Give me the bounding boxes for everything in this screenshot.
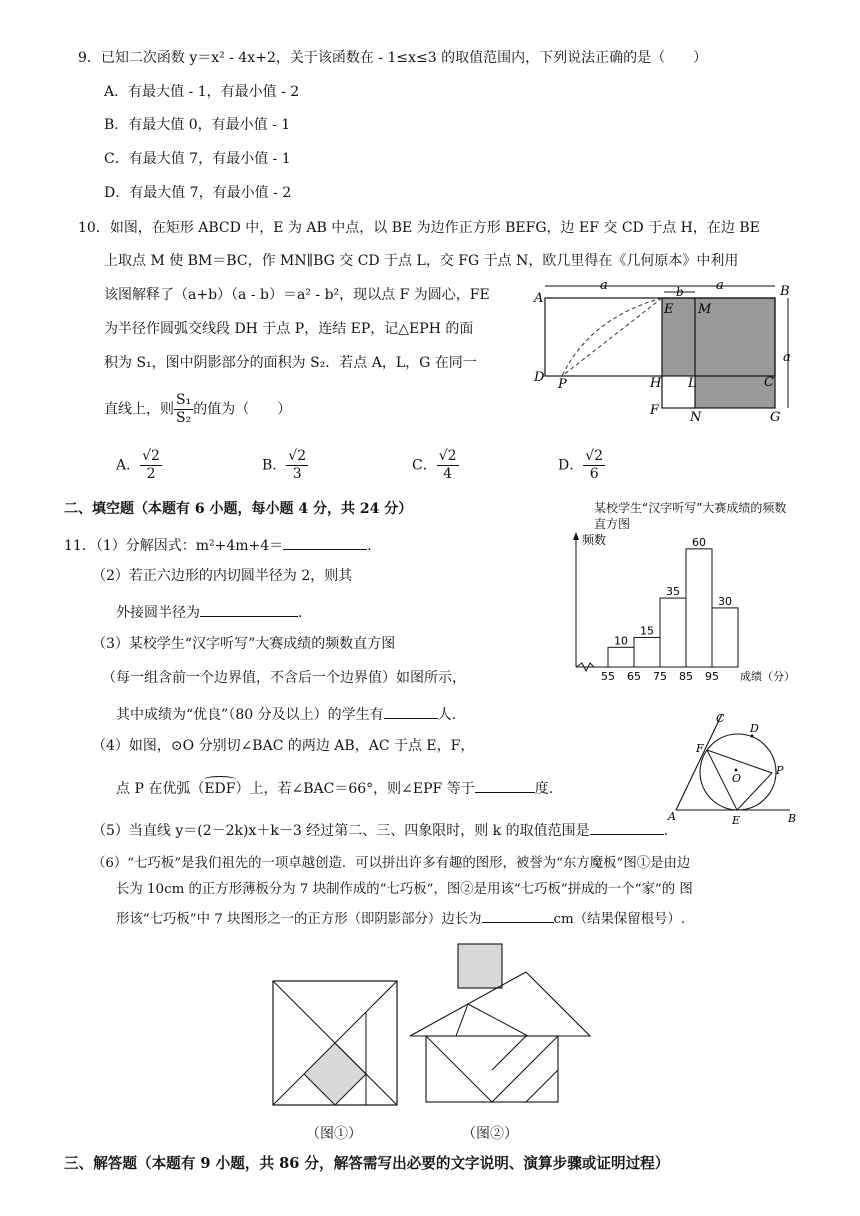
label-E: E — [664, 302, 674, 317]
bar-value-label: 10 — [614, 634, 628, 648]
label-F: F — [696, 742, 704, 755]
x-tick-label: 65 — [627, 670, 641, 683]
q9-option-b: B．有最大值 0，有最小值 - 1 — [104, 117, 291, 133]
tangram-shaded-square — [304, 1043, 366, 1105]
q9-option-c: C．有最大值 7，有最小值 - 1 — [104, 151, 291, 167]
body-cut-2 — [526, 1070, 558, 1102]
option-fraction — [583, 448, 605, 483]
q9-option-a: A．有最大值 - 1，有最小值 - 2 — [104, 84, 300, 100]
arc-notation — [204, 781, 235, 798]
label-P: P — [776, 764, 784, 777]
option-fraction — [140, 448, 162, 483]
q11-part6c — [116, 908, 685, 928]
label-O: O — [732, 772, 742, 785]
label-L: L — [688, 376, 697, 391]
histogram-bar — [712, 608, 738, 667]
q11-part6a: （6）“七巧板”是我们祖先的一项卓越创造．可以拼出许多有趣的图形，被誉为“东方魔板”图①是由边 — [92, 856, 691, 871]
q11-part6b: 长为 10cm 的正方形薄板分为 7 块制作成的“七巧板”，图②是用该“七巧板”拼成的一个“家”的 图 — [116, 882, 693, 897]
body-diagonal-1 — [426, 1036, 492, 1102]
label-D: D — [750, 722, 759, 735]
label-a-1: a — [600, 278, 608, 293]
answer-blank-3[interactable] — [384, 704, 438, 719]
q11-part3a: （3）某校学生“汉字听写”大赛成绩的频数直方图 — [92, 636, 396, 652]
x-tick-label: 95 — [705, 670, 719, 683]
q10-option-d — [558, 448, 605, 483]
q10-option-a — [116, 448, 162, 483]
q10-ratio-fraction — [174, 392, 193, 427]
q11-part3c-text: 其中成绩为“优良”（80 分及以上）的学生有 — [116, 707, 384, 723]
tangram-house-figure — [408, 942, 592, 1106]
bar-value-label: 30 — [718, 594, 732, 608]
house-body — [426, 1036, 558, 1102]
fraction-numerator: S₁ — [176, 392, 192, 408]
body-diagonal-2 — [492, 1036, 558, 1102]
option-letter: A． — [116, 457, 141, 474]
fraction-denominator: S₂ — [176, 409, 192, 426]
label-a-3: a — [783, 350, 791, 365]
q9-option-d: D．有最大值 7，有最小值 - 2 — [104, 185, 292, 201]
answer-blank-4[interactable] — [475, 778, 535, 793]
label-N: N — [690, 410, 702, 425]
y-axis-arrow-icon — [573, 532, 579, 540]
q10-option-b — [262, 448, 308, 483]
q11-part1 — [64, 535, 372, 555]
y-axis-label: 频数 — [582, 533, 607, 547]
answer-blank-2[interactable] — [200, 602, 298, 617]
x-tick-label: 55 — [601, 670, 615, 683]
chart-title: 某校学生“汉字听写”大赛成绩的频数直方图 — [594, 501, 787, 531]
circle-tangent-figure — [650, 708, 810, 828]
q10-line2: 上取点 M 使 BM＝BC，作 MN∥BG 交 CD 于点 L，交 FG 于点 N，欧几里得在《几何原本》中利用 — [104, 253, 739, 269]
label-F: F — [650, 403, 660, 418]
label-E: E — [732, 814, 741, 827]
histogram-bar — [660, 598, 686, 667]
q11-part4-end: 度. — [534, 781, 554, 797]
x-tick-label: 75 — [653, 670, 667, 683]
bar-value-label: 15 — [640, 624, 654, 638]
label-C: C — [716, 712, 725, 725]
q11-part4b-text: 点 P 在优弧（ — [116, 781, 205, 797]
segment-ep — [562, 298, 662, 376]
q11-part4a: （4）如图，⊙O 分别切∠BAC 的两边 AB，AC 于点 E，F， — [92, 738, 475, 754]
q11-part2-end: . — [298, 605, 303, 621]
q11-part4b — [116, 778, 553, 798]
option-letter: B． — [262, 457, 287, 474]
q11-part4c-text: ）上，若∠BAC＝66°，则∠EPF 等于 — [235, 781, 475, 797]
q11-part2b-text: 外接圆半径为 — [116, 605, 200, 621]
x-tick-label: 85 — [679, 670, 693, 683]
q11-part1-end: . — [367, 538, 372, 554]
histogram-bar — [686, 549, 712, 667]
label-C: C — [764, 375, 774, 390]
fraction-numerator: √2 — [142, 448, 160, 464]
label-M: M — [698, 302, 712, 317]
q10-line3: 该图解释了（a+b）（a - b）＝a² - b²，现以点 F 为圆心，FE — [104, 287, 490, 303]
arc-mark-icon — [204, 776, 235, 783]
label-G: G — [770, 410, 781, 425]
q11-part6c-text: 形该“七巧板”中 7 块图形之一的正方形（即阴影部分）边长为 — [116, 912, 482, 927]
section3-heading: 三、解答题（本题有 9 小题，共 86 分，解答需写出必要的文字说明、演算步骤或证明过程） — [64, 1155, 670, 1172]
option-letter: D． — [558, 457, 584, 474]
q10-line4: 为半径作圆弧交线段 DH 于点 P，连结 EP，记△EPH 的面 — [104, 321, 474, 337]
q11-part5-text: （5）当直线 y＝(2－2k)x＋k－3 经过第二、三、四象限时，则 k 的取值范围是 — [92, 823, 590, 839]
fraction-numerator: √2 — [288, 448, 307, 464]
ray-ac — [676, 714, 722, 810]
figure1-caption: （图①） — [306, 1126, 362, 1142]
option-letter: C． — [412, 457, 437, 474]
q11-part5 — [92, 820, 668, 840]
x-axis-label: 成绩（分） — [740, 670, 795, 683]
label-P: P — [558, 377, 567, 392]
arc-name: EDF — [204, 781, 236, 797]
histogram-bar — [608, 647, 634, 667]
histogram-bar — [634, 637, 660, 667]
label-B: B — [780, 284, 790, 299]
label-A: A — [668, 810, 676, 823]
q11-part5-end: . — [663, 823, 669, 839]
tangram-square-figure — [272, 980, 398, 1107]
roof-cut-2 — [456, 1004, 468, 1036]
roof-cut-1 — [468, 1004, 528, 1036]
q10-option-c — [412, 448, 459, 483]
q10-line6-post: 的值为（ ） — [193, 401, 292, 418]
label-a-2: a — [716, 278, 724, 293]
option-fraction — [286, 448, 308, 483]
bar-value-label: 35 — [666, 585, 680, 599]
q11-part3-end: 人. — [437, 707, 457, 723]
fraction-denominator: 4 — [443, 465, 453, 482]
q10-line5: 积为 S₁，图中阴影部分的面积为 S₂．若点 A，L，G 在同一 — [104, 355, 477, 371]
fraction-denominator: 3 — [292, 465, 302, 482]
q10-rectangle-figure — [530, 278, 798, 428]
q11-part3c — [116, 704, 456, 724]
body-cut-1 — [492, 1036, 526, 1070]
fraction-numerator: √2 — [438, 448, 457, 464]
q11-part6-end: cm（结果保留根号）. — [553, 912, 686, 927]
q9-stem: 9．已知二次函数 y＝x² - 4x+2，关于该函数在 - 1≤x≤3 的取值范围内，下列说法正确的是（ ） — [78, 50, 708, 66]
label-D: D — [534, 370, 545, 385]
label-B: B — [788, 812, 797, 825]
q10-line6-pre: 直线上，则 — [104, 401, 174, 418]
fraction-denominator: 2 — [146, 465, 156, 482]
q11-part3b: （每一组含前一个边界值，不含后一个边界值）如图所示， — [102, 670, 466, 686]
label-H: H — [650, 376, 662, 391]
q11-part1-text: 11．（1）分解因式：m²+4m+4＝ — [64, 538, 284, 554]
histogram-bars — [601, 536, 738, 683]
q10-line1: 10．如图，在矩形 ABCD 中，E 为 AB 中点，以 BE 为边作正方形 BEFG，边 EF 交 CD 于点 H，在边 BE — [78, 220, 760, 236]
fraction-numerator: √2 — [585, 448, 604, 464]
q11-part2b — [116, 602, 302, 622]
q10-line6 — [104, 392, 291, 427]
answer-blank-6[interactable] — [482, 908, 554, 923]
option-fraction — [437, 448, 459, 483]
bar-value-label: 60 — [692, 535, 706, 549]
histogram-chart — [568, 530, 802, 685]
section2-heading: 二、填空题（本题有 6 小题，每小题 4 分，共 24 分） — [64, 501, 413, 517]
label-A: A — [534, 291, 544, 306]
answer-blank-1[interactable] — [283, 535, 367, 550]
label-b: b — [676, 285, 684, 299]
figure2-caption: （图②） — [462, 1126, 518, 1142]
fraction-denominator: 6 — [589, 465, 599, 482]
q11-part2a: （2）若正六边形的内切圆半径为 2，则其 — [92, 568, 353, 584]
house-chimney-square — [458, 944, 502, 988]
